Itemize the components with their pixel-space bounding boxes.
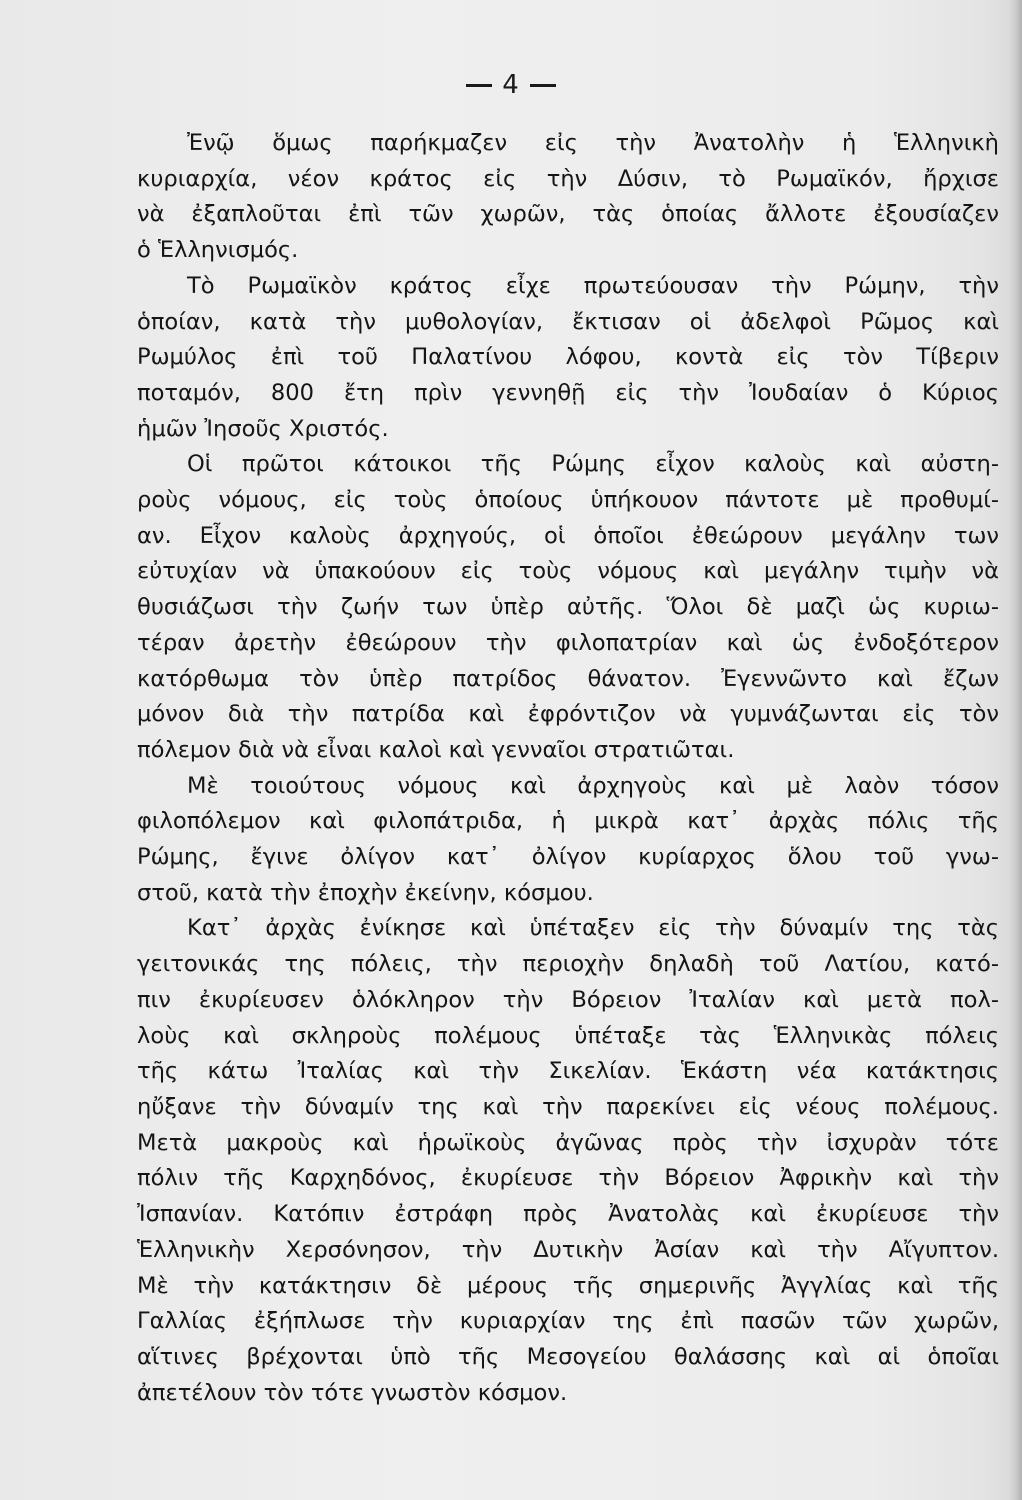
text-line: ηὔξανε τὴν δύναμίν της καὶ τὴν παρεκίνει εἰς νέους πολέμους.	[137, 1093, 999, 1120]
text-line: Κατ᾽ ἀρχὰς ἐνίκησε καὶ ὑπέταξεν εἰς τὴν δύναμίν της τὰς	[187, 915, 999, 942]
text-line: ἀπετέλουν τὸν τότε γνωστὸν κόσμον.	[137, 1379, 568, 1406]
text-line: φιλοπόλεμον καὶ φιλοπάτριδα, ἡ μικρὰ κατ᾽ ἀρχὰς πόλις τῆς	[137, 808, 999, 835]
text-line: Μὲ τοιούτους νόμους καὶ ἀρχηγοὺς καὶ μὲ λαὸν τόσον	[187, 772, 999, 799]
page-number-header	[0, 70, 1022, 100]
text-line: Μετὰ μακροὺς καὶ ἡρωϊκοὺς ἀγῶνας πρὸς τὴν ἰσχυρὰν τότε	[137, 1129, 999, 1156]
text-line: εὐτυχίαν νὰ ὑπακούουν εἰς τοὺς νόμους καὶ μεγάλην τιμὴν νὰ	[137, 558, 999, 585]
paragraph	[137, 126, 999, 269]
text-line: λοὺς καὶ σκληροὺς πολέμους ὑπέταξε τὰς Ἑλληνικὰς πόλεις	[137, 1022, 999, 1049]
text-line: ποταμόν, 800 ἔτη πρὶν γεννηθῇ εἰς τὴν Ἰουδαίαν ὁ Κύριος	[137, 379, 999, 406]
text-line: πιν ἐκυρίευσεν ὁλόκληρον τὴν Βόρειον Ἰταλίαν καὶ μετὰ πολ-	[137, 986, 999, 1013]
text-line: κυριαρχία, νέον κράτος εἰς τὴν Δύσιν, τὸ Ρωμαϊκόν, ἤρχισε	[137, 165, 999, 192]
paragraph	[137, 769, 999, 912]
text-line: Οἱ πρῶτοι κάτοικοι τῆς Ρώμης εἶχον καλοὺς καὶ αὐστη-	[187, 451, 999, 478]
paragraph	[137, 911, 999, 1411]
text-line: τῆς κάτω Ἰταλίας καὶ τὴν Σικελίαν. Ἑκάστη νέα κατάκτησις	[137, 1058, 999, 1085]
page-number: 4	[502, 70, 520, 100]
text-line: Ἐνῷ ὅμως παρήκμαζεν εἰς τὴν Ἀνατολὴν ἡ Ἑλληνικὴ	[187, 130, 999, 156]
right-dash	[530, 84, 556, 87]
text-line: κατόρθωμα τὸν ὑπὲρ πατρίδος θάνατον. Ἐγεννῶντο καὶ ἔζων	[137, 665, 999, 692]
text-line: Μὲ τὴν κατάκτησιν δὲ μέρους τῆς σημερινῆς Ἀγγλίας καὶ τῆς	[137, 1272, 999, 1299]
text-line: στοῦ, κατὰ τὴν ἐποχὴν ἐκείνην, κόσμου.	[137, 879, 594, 906]
left-dash	[466, 84, 492, 87]
text-line: μόνον διὰ τὴν πατρίδα καὶ ἐφρόντιζον νὰ γυμνάζωνται εἰς τὸν	[137, 701, 999, 728]
text-line: ὁποίαν, κατὰ τὴν μυθολογίαν, ἔκτισαν οἱ ἀδελφοὶ Ρῶμος καὶ	[137, 308, 999, 335]
text-line: ἡμῶν Ἰησοῦς Χριστός.	[137, 415, 389, 442]
text-line: αν. Εἶχον καλοὺς ἀρχηγούς, οἱ ὁποῖοι ἐθεώρουν μεγάλην των	[137, 522, 999, 549]
text-line: πόλιν τῆς Καρχηδόνος, ἐκυρίευσε τὴν Βόρειον Ἀφρικὴν καὶ τὴν	[137, 1165, 999, 1192]
text-line: Ρωμύλος ἐπὶ τοῦ Παλατίνου λόφου, κοντὰ εἰς τὸν Τίβεριν	[137, 344, 999, 371]
text-line: γειτονικάς της πόλεις, τὴν περιοχὴν δηλαδὴ τοῦ Λατίου, κατό-	[137, 951, 999, 978]
text-line: νὰ ἐξαπλοῦται ἐπὶ τῶν χωρῶν, τὰς ὁποίας ἄλλοτε ἐξουσίαζεν	[137, 201, 999, 228]
text-line: πόλεμον διὰ νὰ εἶναι καλοὶ καὶ γενναῖοι στρατιῶται.	[137, 736, 735, 763]
text-line: ροὺς νόμους, εἰς τοὺς ὁποίους ὑπήκουον πάντοτε μὲ προθυμί-	[137, 487, 999, 514]
paragraph	[137, 269, 999, 448]
text-line: Ἰσπανίαν. Κατόπιν ἐστράφη πρὸς Ἀνατολὰς καὶ ἐκυρίευσε τὴν	[137, 1201, 999, 1228]
text-line: τέραν ἀρετὴν ἐθεώρουν τὴν φιλοπατρίαν καὶ ὡς ἐνδοξότερον	[137, 629, 999, 656]
text-line: θυσιάζωσι τὴν ζωήν των ὑπὲρ αὐτῆς. Ὅλοι δὲ μαζὶ ὡς κυριω-	[137, 594, 999, 621]
text-line: Ἑλληνικὴν Χερσόνησον, τὴν Δυτικὴν Ἀσίαν καὶ τὴν Αἴγυπτον.	[137, 1236, 999, 1263]
body-text	[137, 126, 999, 1411]
text-line: αἵτινες βρέχονται ὑπὸ τῆς Μεσογείου θαλάσσης καὶ αἱ ὁποῖαι	[137, 1343, 999, 1370]
page-edge-shadow	[1008, 0, 1022, 1500]
text-line: Γαλλίας ἐξήπλωσε τὴν κυριαρχίαν της ἐπὶ πασῶν τῶν χωρῶν,	[137, 1308, 999, 1335]
paragraph	[137, 447, 999, 768]
text-line: Ρώμης, ἔγινε ὀλίγον κατ᾽ ὀλίγον κυρίαρχος ὅλου τοῦ γνω-	[137, 844, 999, 871]
text-line: ὁ Ἑλληνισμός.	[137, 237, 299, 264]
text-line: Τὸ Ρωμαϊκὸν κράτος εἶχε πρωτεύουσαν τὴν Ρώμην, τὴν	[187, 272, 999, 299]
